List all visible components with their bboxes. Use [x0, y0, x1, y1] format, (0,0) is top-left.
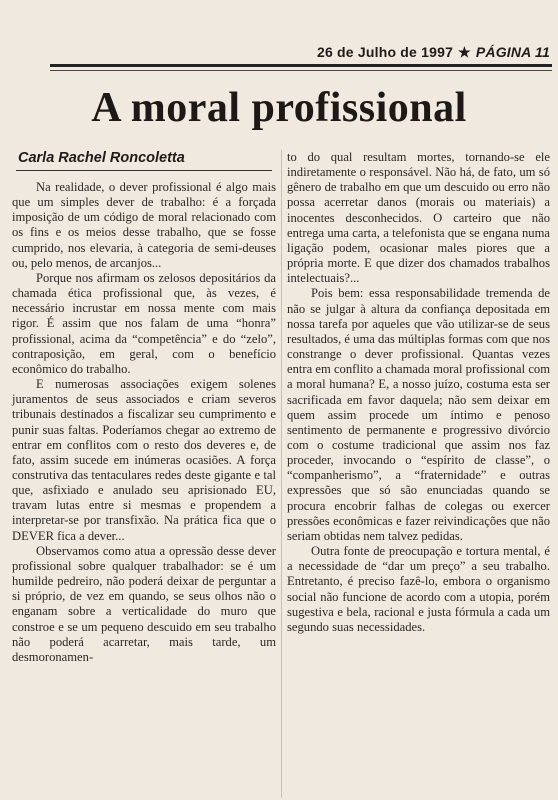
- article-column-left: [12, 180, 276, 665]
- column-divider: [281, 150, 282, 798]
- article-title: A moral profissional: [91, 85, 467, 131]
- header-rule-thin: [50, 70, 552, 71]
- page-header: [300, 44, 550, 61]
- paragraph: E numerosas associações exigem solenes juramentos de seus associados e criam severos tribunais destinados a fiscalizar seu cumprimento e punir suas faltas. Poderíamos chegar ao extremo de entrar em conflitos com o resto dos deveres e, de fato, assim sucede em inúmeras ocasiões. A força construtiva das tentaculares redes deste gigante e tal que, asfixiado e anulado seu aprisionado EU, travam lutas entre si mesmas e propendem a interpretar-se por transfixão. Na prática fica que o DEVER fica a dever...: [12, 377, 276, 543]
- page-number: PÁGINA 11: [475, 44, 550, 60]
- issue-date: 26 de Julho de 1997: [316, 44, 454, 60]
- byline-rule: [16, 170, 272, 171]
- author-byline: Carla Rachel Roncoletta: [18, 150, 185, 166]
- star-separator-icon: ★: [458, 44, 471, 60]
- paragraph: Na realidade, o dever profissional é algo mais que um simples dever de trabalho: é a forçada imposição de um código de moral relacionado com os fins e os meios desse trabalho, que se fosse cumprido, nos elevaria, à categoria de semi-deuses ou, pelo menos, de arcanjos...: [12, 180, 276, 270]
- paragraph-continuation: to do qual resultam mortes, tornando-se ele indiretamente o responsável. Não há, de fato, um só gênero de trabalho em que um descuido ou erro não possa acerretar danos (morais ou materiais) a inocentes desconhecidos. O carteiro que não entrega uma carta, a telefonista que se engana numa ligação podem, ocasionar males piores que a própria morte. E que dizer dos chamados trabalhos intelectuais?...: [287, 150, 550, 286]
- paragraph: Porque nos afirmam os zelosos depositários da chamada ética profissional que, às vezes, é necessário incrustar em nossa mente com mais rigor. É assim que nos falam de uma “honra” profissional, acima da “competência” e do “zelo”, contraposição, em geral, com o benefício econômico do trabalho.: [12, 270, 276, 376]
- paragraph: Pois bem: essa responsabilidade tremenda de não se julgar à altura da confiança depositada em nossa tarefa por aqueles que vão utilizar-se de seus resultados, é uma das múltiplas formas com que nos constrange o dever profissional. Quantas vezes entra em conflito a chamada moral profissional com a moral humana? E, a nosso juízo, costuma esta ser sacrificada em favor daquela; não sem deixar em quem assim procede um íntimo e penoso sentimento de permanente e progressivo divórcio com o costume tradicional que assim nos faz proceder, invocando o “espírito de classe”, o “companherismo”, a “fraternidade” e outras expressões que só são enunciadas quando se procura encobrir falhas de colegas ou exercer pressões econômicas e fazer reivindicações que não seriam obtidas nem talvez pedidas.: [287, 286, 550, 543]
- paragraph: Observamos como atua a opressão desse dever profissional sobre qualquer trabalhador: se é um humilde pedreiro, não poderá deixar de perguntar a si próprio, de vez em quando, se seus olhos não o enganam sobre a verticalidade do muro que constroe e se um pequeno descuido em seu trabalho não poderá acarretar, mais tarde, um desmoronamen-: [12, 543, 276, 664]
- article-column-right: [287, 150, 550, 635]
- header-rule-thick: [50, 64, 552, 67]
- paragraph: Outra fonte de preocupação e tortura mental, é a necessidade de “dar um preço” a seu trabalho. Entretanto, é preciso fazê-lo, embora o organismo social não funcione de acordo com a utopia, porém sugestiva e bela, racional e justa fórmula a cada um segundo suas necessidades.: [287, 544, 550, 634]
